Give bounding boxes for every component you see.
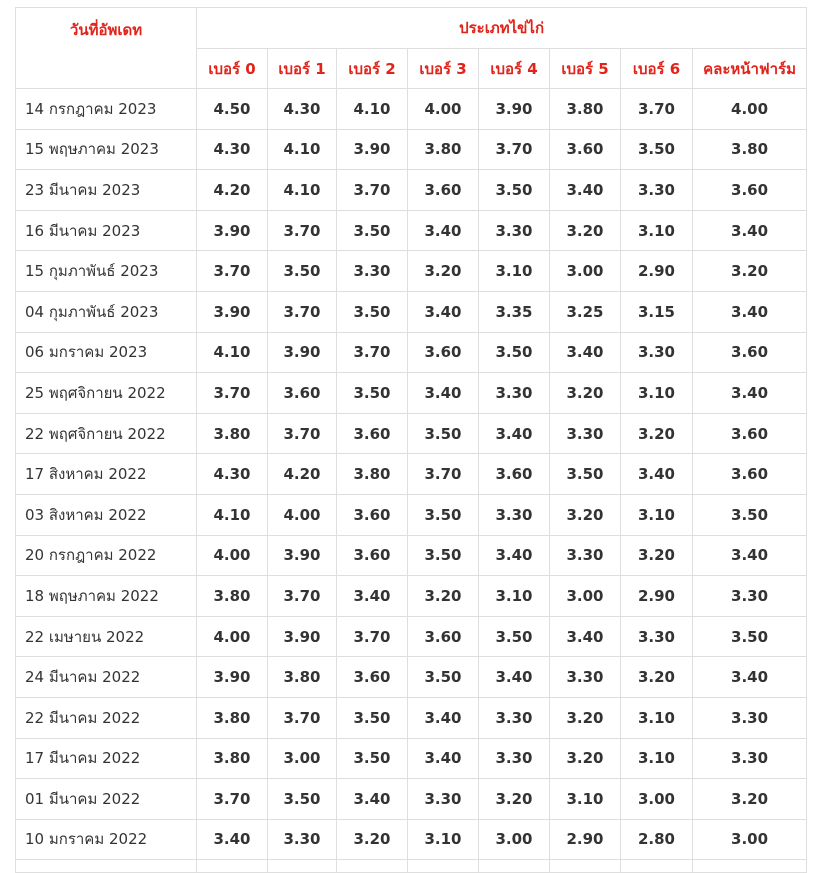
table-row xyxy=(16,535,807,576)
price-cell: 3.40 xyxy=(550,170,621,211)
table-row xyxy=(16,616,807,657)
price-cell: 3.60 xyxy=(693,170,807,211)
price-cell: 3.40 xyxy=(693,535,807,576)
price-cell: 3.80 xyxy=(197,413,268,454)
table-row xyxy=(16,210,807,251)
price-cell: 3.30 xyxy=(408,779,479,820)
price-cell: 3.30 xyxy=(479,494,550,535)
row-date: 22 มีนาคม 2022 xyxy=(16,697,197,738)
price-cell: 3.20 xyxy=(550,210,621,251)
price-cell: 3.90 xyxy=(268,535,337,576)
table-row xyxy=(16,251,807,292)
column-header-size-6: เบอร์ 6 xyxy=(621,49,693,89)
price-cell: 3.40 xyxy=(408,738,479,779)
price-cell: 3.70 xyxy=(337,332,408,373)
price-cell: 3.00 xyxy=(693,819,807,860)
price-cell: 3.50 xyxy=(268,251,337,292)
row-date: 15 กุมภาพันธ์ 2023 xyxy=(16,251,197,292)
price-cell: 3.90 xyxy=(268,332,337,373)
price-cell: 4.50 xyxy=(197,89,268,130)
price-cell: 3.30 xyxy=(479,697,550,738)
price-cell: 3.00 xyxy=(550,576,621,617)
row-date: 04 กุมภาพันธ์ 2023 xyxy=(16,291,197,332)
table-row xyxy=(16,819,807,860)
price-cell: 3.10 xyxy=(479,251,550,292)
price-cell: 3.50 xyxy=(337,738,408,779)
price-cell: 4.10 xyxy=(337,89,408,130)
price-cell: 3.60 xyxy=(268,373,337,414)
price-cell: 3.40 xyxy=(408,291,479,332)
price-cell: 3.80 xyxy=(550,89,621,130)
price-cell: 3.70 xyxy=(268,697,337,738)
price-cell: 3.10 xyxy=(621,697,693,738)
price-cell: 3.70 xyxy=(337,170,408,211)
price-cell: 3.70 xyxy=(268,291,337,332)
price-cell: 3.40 xyxy=(479,657,550,698)
price-cell: 3.90 xyxy=(197,210,268,251)
column-header-size-1: เบอร์ 1 xyxy=(268,49,337,89)
price-cell: 3.80 xyxy=(197,738,268,779)
price-cell: 3.30 xyxy=(479,210,550,251)
table-row xyxy=(16,454,807,495)
table-row xyxy=(16,332,807,373)
price-cell: 3.50 xyxy=(408,413,479,454)
price-cell: 3.50 xyxy=(479,332,550,373)
price-cell: 3.50 xyxy=(408,535,479,576)
price-cell: 3.50 xyxy=(337,210,408,251)
row-date: 03 สิงหาคม 2022 xyxy=(16,494,197,535)
price-cell: 3.50 xyxy=(621,129,693,170)
price-cell: 3.70 xyxy=(337,616,408,657)
row-date: 24 มีนาคม 2022 xyxy=(16,657,197,698)
price-cell: 3.30 xyxy=(621,332,693,373)
column-header-size-3: เบอร์ 3 xyxy=(408,49,479,89)
row-date: 14 กรกฎาคม 2023 xyxy=(16,89,197,130)
price-cell: 3.20 xyxy=(408,251,479,292)
price-cell: 3.00 xyxy=(268,738,337,779)
table-row xyxy=(16,657,807,698)
price-cell: 3.60 xyxy=(337,535,408,576)
table-body xyxy=(16,89,807,873)
table-row xyxy=(16,494,807,535)
price-cell: 3.80 xyxy=(337,454,408,495)
empty-cell xyxy=(550,860,621,873)
price-cell: 3.50 xyxy=(268,779,337,820)
empty-cell xyxy=(408,860,479,873)
price-cell: 3.20 xyxy=(693,251,807,292)
empty-cell xyxy=(621,860,693,873)
price-cell: 3.40 xyxy=(479,535,550,576)
price-cell: 3.30 xyxy=(550,657,621,698)
price-cell: 3.10 xyxy=(408,819,479,860)
empty-cell xyxy=(337,860,408,873)
egg-type-group-header: ประเภทไข่ไก่ xyxy=(197,8,807,49)
price-cell: 3.30 xyxy=(693,576,807,617)
price-cell: 2.90 xyxy=(621,251,693,292)
price-cell: 4.30 xyxy=(197,454,268,495)
price-cell: 3.50 xyxy=(408,657,479,698)
price-cell: 3.00 xyxy=(479,819,550,860)
price-cell: 3.40 xyxy=(337,576,408,617)
price-cell: 4.00 xyxy=(693,89,807,130)
price-cell: 3.20 xyxy=(550,738,621,779)
price-cell: 3.80 xyxy=(268,657,337,698)
price-cell: 4.00 xyxy=(408,89,479,130)
price-cell: 3.20 xyxy=(550,373,621,414)
price-cell: 3.30 xyxy=(621,170,693,211)
price-cell: 3.10 xyxy=(621,373,693,414)
table-row xyxy=(16,89,807,130)
price-cell: 3.20 xyxy=(479,779,550,820)
price-cell: 3.40 xyxy=(337,779,408,820)
price-cell: 3.60 xyxy=(408,170,479,211)
row-date: 15 พฤษภาคม 2023 xyxy=(16,129,197,170)
price-cell: 3.60 xyxy=(408,616,479,657)
price-cell: 3.40 xyxy=(479,413,550,454)
price-cell: 3.80 xyxy=(408,129,479,170)
price-cell: 3.70 xyxy=(197,779,268,820)
table-row xyxy=(16,738,807,779)
price-cell: 3.90 xyxy=(479,89,550,130)
row-date: 17 มีนาคม 2022 xyxy=(16,738,197,779)
row-date: 22 เมษายน 2022 xyxy=(16,616,197,657)
price-cell: 3.35 xyxy=(479,291,550,332)
price-cell: 3.70 xyxy=(197,251,268,292)
row-date: 06 มกราคม 2023 xyxy=(16,332,197,373)
price-cell: 3.00 xyxy=(550,251,621,292)
price-cell: 3.50 xyxy=(693,494,807,535)
row-date: 20 กรกฎาคม 2022 xyxy=(16,535,197,576)
table-row xyxy=(16,291,807,332)
price-cell: 3.20 xyxy=(550,697,621,738)
price-cell: 3.60 xyxy=(337,494,408,535)
price-cell: 3.30 xyxy=(337,251,408,292)
price-cell: 3.60 xyxy=(693,332,807,373)
egg-price-table xyxy=(15,7,807,873)
row-date: 22 พฤศจิกายน 2022 xyxy=(16,413,197,454)
row-date: 01 มีนาคม 2022 xyxy=(16,779,197,820)
row-date: 25 พฤศจิกายน 2022 xyxy=(16,373,197,414)
table-row xyxy=(16,697,807,738)
price-cell: 3.70 xyxy=(621,89,693,130)
price-cell: 3.60 xyxy=(337,413,408,454)
table-row xyxy=(16,373,807,414)
price-cell: 4.10 xyxy=(268,129,337,170)
price-cell: 3.40 xyxy=(408,373,479,414)
price-cell: 3.00 xyxy=(621,779,693,820)
price-cell: 3.40 xyxy=(550,616,621,657)
price-cell: 3.50 xyxy=(337,373,408,414)
price-cell: 3.70 xyxy=(408,454,479,495)
price-cell: 3.50 xyxy=(693,616,807,657)
price-cell: 3.30 xyxy=(693,697,807,738)
price-cell: 3.60 xyxy=(693,454,807,495)
price-cell: 3.40 xyxy=(693,657,807,698)
price-cell: 3.50 xyxy=(337,291,408,332)
price-cell: 3.70 xyxy=(479,129,550,170)
price-cell: 3.40 xyxy=(621,454,693,495)
empty-cell xyxy=(197,860,268,873)
price-cell: 3.20 xyxy=(621,413,693,454)
price-cell: 3.50 xyxy=(479,170,550,211)
price-cell: 3.30 xyxy=(693,738,807,779)
empty-cell xyxy=(693,860,807,873)
row-date: 16 มีนาคม 2023 xyxy=(16,210,197,251)
price-cell: 3.30 xyxy=(550,535,621,576)
price-cell: 4.20 xyxy=(268,454,337,495)
price-cell: 3.60 xyxy=(408,332,479,373)
row-date: 18 พฤษภาคม 2022 xyxy=(16,576,197,617)
price-cell: 3.20 xyxy=(408,576,479,617)
price-cell: 3.30 xyxy=(479,373,550,414)
price-cell: 3.40 xyxy=(408,210,479,251)
table-row xyxy=(16,129,807,170)
price-cell: 3.20 xyxy=(550,494,621,535)
header-row-top xyxy=(16,8,807,49)
price-cell: 3.20 xyxy=(337,819,408,860)
price-cell: 3.20 xyxy=(621,535,693,576)
price-cell: 3.70 xyxy=(268,576,337,617)
column-header-size-5: เบอร์ 5 xyxy=(550,49,621,89)
price-cell: 4.30 xyxy=(268,89,337,130)
price-cell: 3.50 xyxy=(550,454,621,495)
price-cell: 3.10 xyxy=(621,210,693,251)
price-cell: 3.30 xyxy=(621,616,693,657)
price-cell: 3.80 xyxy=(693,129,807,170)
price-cell: 3.70 xyxy=(268,210,337,251)
price-cell: 2.90 xyxy=(621,576,693,617)
price-cell: 4.10 xyxy=(268,170,337,211)
price-cell: 3.90 xyxy=(197,291,268,332)
price-cell: 2.80 xyxy=(621,819,693,860)
price-cell: 4.10 xyxy=(197,494,268,535)
price-cell: 3.30 xyxy=(479,738,550,779)
table-row xyxy=(16,413,807,454)
price-cell: 2.90 xyxy=(550,819,621,860)
price-cell: 3.90 xyxy=(268,616,337,657)
price-cell: 4.00 xyxy=(268,494,337,535)
date-column-header: วันที่อัพเดท xyxy=(16,8,197,89)
column-header-size-4: เบอร์ 4 xyxy=(479,49,550,89)
table-row xyxy=(16,779,807,820)
column-header-size-2: เบอร์ 2 xyxy=(337,49,408,89)
table-row xyxy=(16,576,807,617)
price-cell: 3.20 xyxy=(693,779,807,820)
price-cell: 4.20 xyxy=(197,170,268,211)
price-cell: 3.80 xyxy=(197,697,268,738)
price-cell: 3.40 xyxy=(693,373,807,414)
price-cell: 4.00 xyxy=(197,616,268,657)
price-cell: 3.50 xyxy=(337,697,408,738)
price-cell: 3.90 xyxy=(197,657,268,698)
price-cell: 3.10 xyxy=(479,576,550,617)
price-cell: 4.00 xyxy=(197,535,268,576)
price-cell: 3.30 xyxy=(268,819,337,860)
price-cell: 3.60 xyxy=(693,413,807,454)
price-cell: 4.30 xyxy=(197,129,268,170)
price-cell: 3.70 xyxy=(197,373,268,414)
price-cell: 3.10 xyxy=(621,738,693,779)
price-cell: 3.40 xyxy=(550,332,621,373)
price-cell: 3.90 xyxy=(337,129,408,170)
price-cell: 3.40 xyxy=(693,210,807,251)
price-cell: 3.50 xyxy=(408,494,479,535)
empty-cell xyxy=(16,860,197,873)
price-cell: 4.10 xyxy=(197,332,268,373)
column-header-farm-mixed: คละหน้าฟาร์ม xyxy=(693,49,807,89)
price-cell: 3.60 xyxy=(550,129,621,170)
price-cell: 3.60 xyxy=(479,454,550,495)
price-cell: 3.10 xyxy=(621,494,693,535)
row-date: 17 สิงหาคม 2022 xyxy=(16,454,197,495)
price-cell: 3.15 xyxy=(621,291,693,332)
column-header-size-0: เบอร์ 0 xyxy=(197,49,268,89)
empty-cell xyxy=(479,860,550,873)
row-date: 10 มกราคม 2022 xyxy=(16,819,197,860)
price-cell: 3.20 xyxy=(621,657,693,698)
empty-cell xyxy=(268,860,337,873)
price-cell: 3.25 xyxy=(550,291,621,332)
price-cell: 3.70 xyxy=(268,413,337,454)
price-cell: 3.40 xyxy=(197,819,268,860)
price-cell: 3.60 xyxy=(337,657,408,698)
price-cell: 3.50 xyxy=(479,616,550,657)
price-cell: 3.10 xyxy=(550,779,621,820)
row-date: 23 มีนาคม 2023 xyxy=(16,170,197,211)
price-cell: 3.30 xyxy=(550,413,621,454)
table-row xyxy=(16,170,807,211)
price-cell: 3.40 xyxy=(693,291,807,332)
price-cell: 3.80 xyxy=(197,576,268,617)
price-cell: 3.40 xyxy=(408,697,479,738)
table-row-partial xyxy=(16,860,807,873)
